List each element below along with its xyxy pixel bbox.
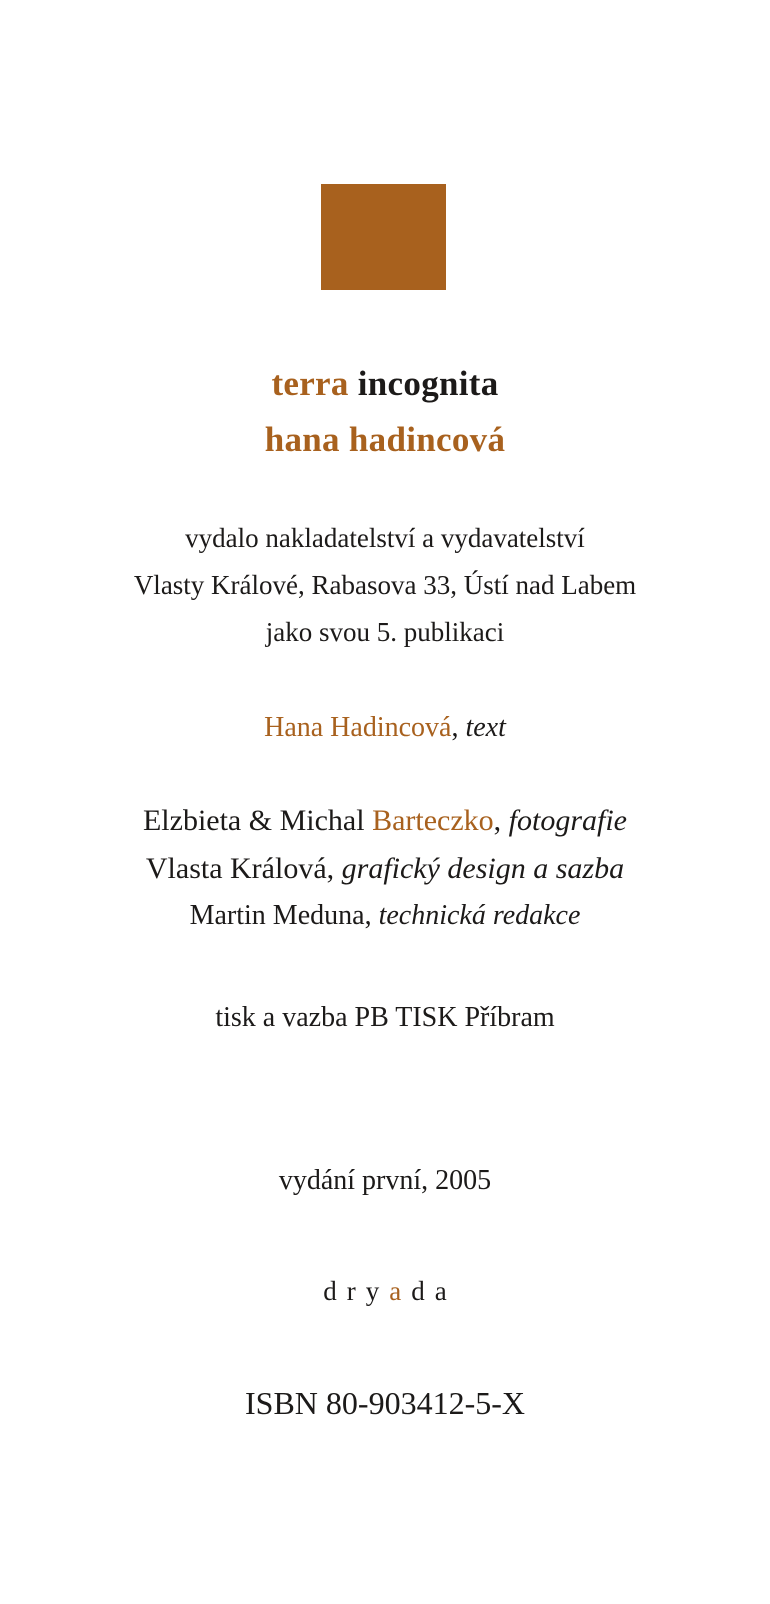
credit-design <box>0 852 770 886</box>
credit-editor-name: Martin Meduna <box>189 900 365 931</box>
imprint-line-3: jako svou 5. publikaci <box>265 617 505 647</box>
credit-separator: , <box>493 804 509 837</box>
credit-text-author-role: text <box>465 712 506 743</box>
printing-info: tisk a vazba PB TISK Příbram <box>215 1002 555 1033</box>
credit-photo-surname: Barteczko <box>372 804 494 837</box>
credit-separator: , <box>326 852 342 885</box>
credit-separator: , <box>451 712 466 743</box>
title-word-terra: terra <box>271 364 349 403</box>
credit-photo-names: Elzbieta & Michal <box>142 804 373 837</box>
credit-editor <box>0 900 770 932</box>
credit-separator: , <box>364 900 379 931</box>
credit-design-name: Vlasta Králová <box>145 852 327 885</box>
imprint-line-2: Vlasty Králové, Rabasova 33, Ústí nad Labem <box>133 570 637 600</box>
edition-info: vydání první, 2005 <box>278 1165 492 1196</box>
imprint-line-1: vydalo nakladatelství a vydavatelství <box>185 523 585 553</box>
book-author: hana hadincová <box>264 420 506 459</box>
publisher-part-3: da <box>411 1276 457 1306</box>
publisher-part-2: a <box>389 1276 412 1306</box>
isbn: ISBN 80-903412-5-X <box>245 1385 525 1421</box>
credit-design-role: grafický design a sazba <box>341 852 625 885</box>
credit-text-author <box>0 712 770 744</box>
brown-square-logo <box>321 184 446 290</box>
credit-photo-role: fotografie <box>508 804 628 837</box>
credit-photography <box>0 804 770 838</box>
credit-editor-role: technická redakce <box>378 900 581 931</box>
publisher-part-1: dry <box>323 1276 390 1306</box>
publisher-logo-text <box>0 1276 770 1307</box>
book-title <box>0 364 770 404</box>
credit-text-author-name: Hana Hadincová <box>264 712 452 743</box>
title-word-incognita: incognita <box>357 364 499 403</box>
